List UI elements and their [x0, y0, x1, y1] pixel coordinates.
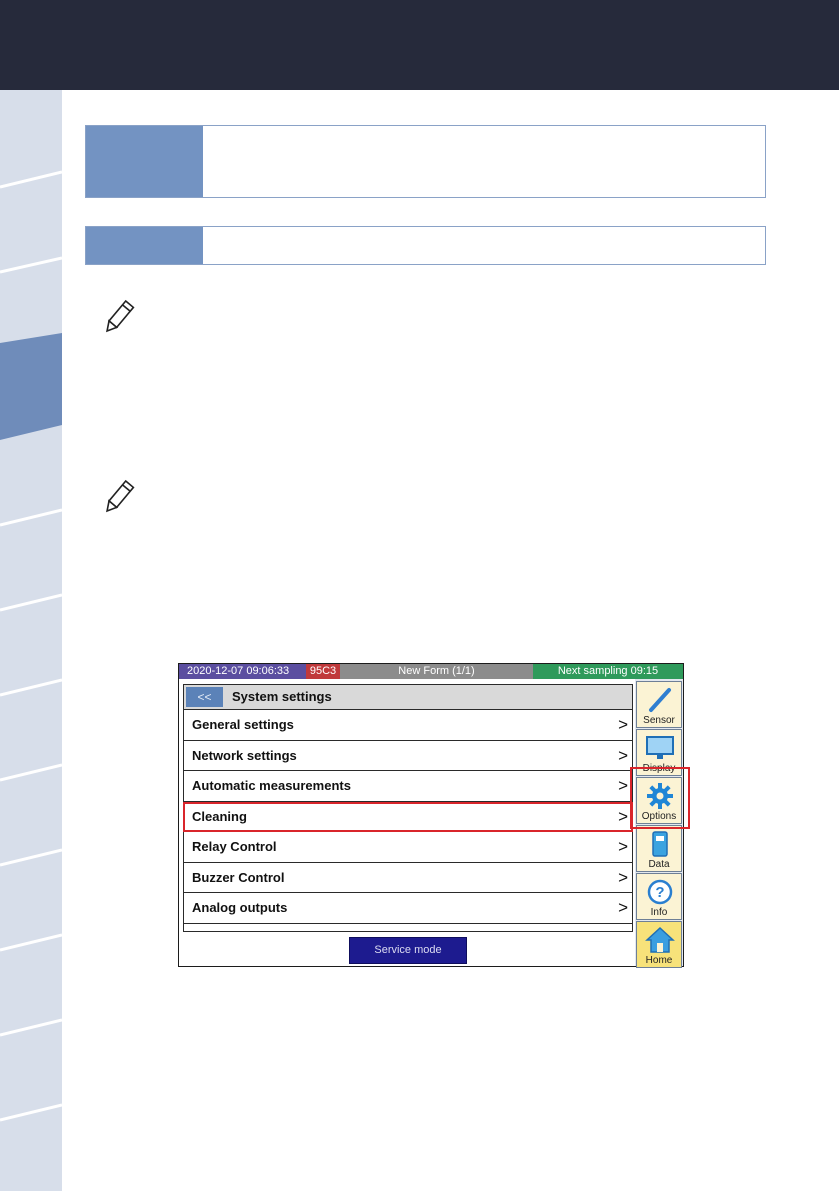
chevron-right-icon: > [618, 867, 628, 887]
status-form: New Form (1/1) [340, 664, 533, 679]
menu-item-analog-outputs[interactable] [183, 893, 633, 924]
menu-item-network-settings[interactable] [183, 741, 633, 772]
menu-item-general-settings[interactable] [183, 710, 633, 741]
service-mode-button[interactable]: Service mode [349, 937, 467, 964]
subheading-box-label-block [86, 227, 203, 264]
list-scroll-remainder [183, 924, 633, 932]
home-icon [645, 926, 675, 954]
menu-item-label: General settings [192, 717, 294, 732]
menu-item-label: Buzzer Control [192, 869, 285, 885]
menu-item-cleaning[interactable] [183, 802, 633, 833]
subheading-box [85, 226, 766, 265]
sidebar-item-label: Options [641, 811, 677, 822]
sidebar-item-sensor[interactable] [636, 681, 682, 728]
sensor-icon [645, 686, 675, 714]
top-banner [0, 0, 839, 90]
menu-item-label: Automatic measurements [192, 778, 351, 793]
sidebar-item-label: Display [642, 763, 676, 774]
chevron-right-icon: > [618, 715, 628, 734]
menu-item-label: Cleaning [192, 808, 247, 824]
heading-box-label-block [86, 126, 203, 197]
data-icon [645, 830, 675, 858]
sidebar-item-data[interactable] [636, 825, 682, 872]
settings-list [183, 710, 633, 932]
status-bar [179, 664, 683, 679]
display-icon [645, 734, 675, 762]
device-screenshot [178, 663, 684, 967]
heading-box [85, 125, 766, 198]
menu-item-label: Analog outputs [192, 900, 288, 915]
status-next-sampling: Next sampling 09:15 [533, 664, 683, 679]
sidebar-item-home[interactable] [636, 921, 682, 968]
chevron-right-icon: > [618, 898, 628, 917]
chevron-right-icon: > [618, 806, 628, 826]
menu-item-buzzer-control[interactable] [183, 863, 633, 894]
pencil-icon [100, 478, 136, 518]
chevron-right-icon: > [618, 776, 628, 795]
status-code: 95C3 [306, 664, 340, 679]
menu-item-label: Relay Control [192, 839, 277, 854]
page-title: System settings [232, 689, 332, 704]
info-icon [645, 878, 675, 906]
sidebar-item-label: Home [645, 955, 673, 966]
sidebar-item-info[interactable] [636, 873, 682, 920]
settings-header [183, 684, 633, 710]
sidebar-item-label: Sensor [643, 715, 675, 726]
menu-item-automatic-measurements[interactable] [183, 771, 633, 802]
menu-item-label: Network settings [192, 747, 297, 763]
sidebar-item-label: Info [650, 907, 668, 918]
options-highlight-frame [630, 767, 690, 829]
pencil-icon [100, 298, 136, 338]
status-datetime: 2020-12-07 09:06:33 [179, 664, 306, 679]
chevron-right-icon: > [618, 837, 628, 856]
chevron-right-icon: > [618, 745, 628, 765]
svg-text:?: ? [655, 884, 665, 901]
sidebar-item-label: Data [648, 859, 670, 870]
menu-item-relay-control[interactable] [183, 832, 633, 863]
chapter-tabs [0, 90, 62, 1191]
back-button[interactable]: << [186, 687, 223, 707]
